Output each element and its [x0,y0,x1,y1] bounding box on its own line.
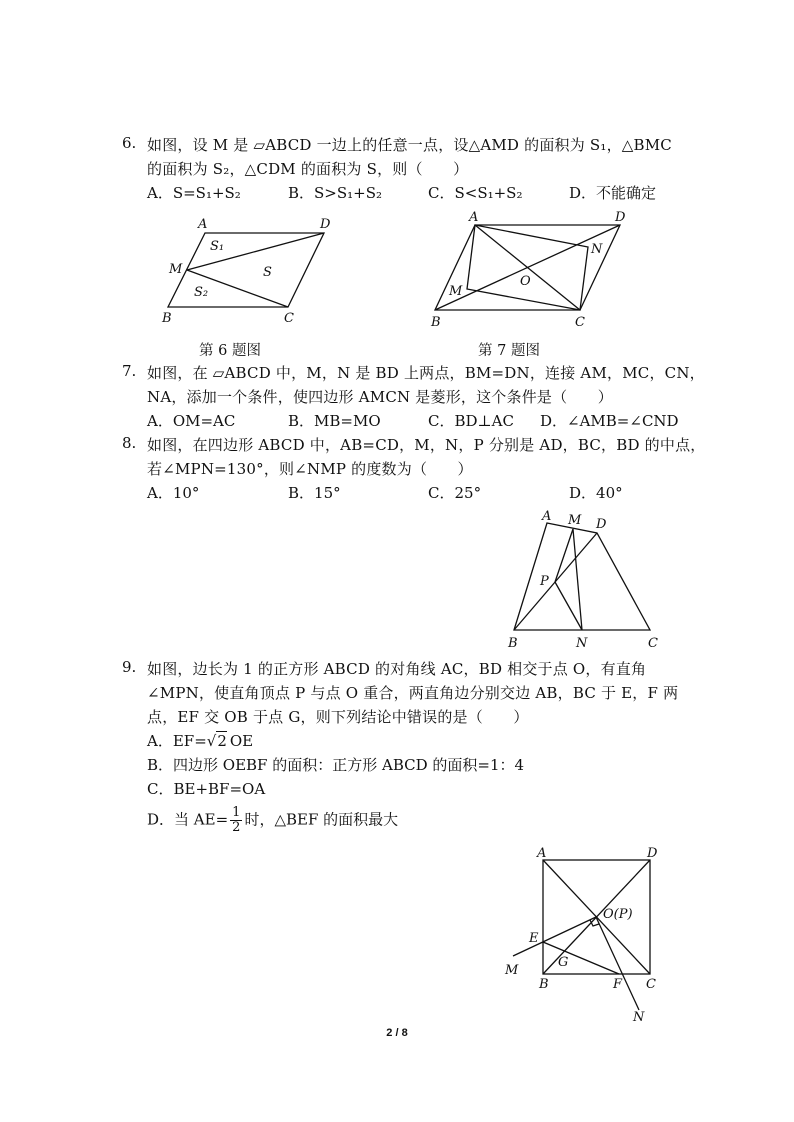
figure-9-square [495,838,675,1023]
option-d: D．不能确定 [569,184,657,202]
question-text-line: 如图，在四边形 ABCD 中，AB=CD，M，N，P 分别是 AD，BC，BD 的中点， [147,436,706,454]
label-m: M [449,284,463,299]
label-s1: S₁ [210,239,225,254]
option-a-suffix: OE [229,732,254,750]
figure-6-parallelogram [150,210,350,330]
option-b: B．MB=MO [288,412,381,430]
question-text-line: 如图，在 ▱ABCD 中，M，N 是 BD 上两点，BM=DN，连接 AM，MC，CN， [147,364,705,382]
option-a-prefix: A．EF= [147,732,207,750]
label-c: C [575,315,585,330]
fraction [230,806,242,835]
label-b: B [162,311,172,326]
option-a: A．10° [147,484,200,502]
label-d: D [320,217,331,232]
label-c: C [646,977,656,992]
question-text-line: 如图，设 M 是 ▱ABCD 一边上的任意一点，设△AMD 的面积为 S₁，△BMC [147,136,672,154]
label-a: A [469,210,479,225]
question-number: 7. [122,362,137,380]
fraction-denominator: 2 [232,820,241,835]
option-a: A．S=S₁+S₂ [147,184,241,202]
label-a: A [198,217,208,232]
option-b: B．15° [288,484,341,502]
label-d: D [615,210,626,225]
label-f: F [613,977,623,992]
question-text-line: ∠MPN，使直角顶点 P 与点 O 重合，两直角边分别交边 AB，BC 于 E，F 两 [147,684,679,702]
label-c: C [648,636,658,651]
label-b: B [431,315,441,330]
label-d: D [596,517,607,532]
label-o-p: O(P) [603,907,633,922]
option-b: B．四边形 OEBF 的面积：正方形 ABCD 的面积=1：4 [147,756,525,774]
question-number: 9. [122,658,137,676]
question-number: 6. [122,134,137,152]
label-d: D [647,846,658,861]
figure-6-caption: 第 6 题图 [199,343,261,359]
option-d-prefix: D．当 AE= [147,810,229,829]
question-text-line: 点，EF 交 OB 于点 G，则下列结论中错误的是（ ） [147,708,529,726]
label-e: E [529,931,539,946]
label-g: G [558,955,569,970]
label-c: C [284,311,294,326]
question-text-line: 若∠MPN=130°，则∠NMP 的度数为（ ） [147,460,473,478]
label-b: B [508,636,518,651]
fraction-numerator: 1 [232,805,241,820]
figure-7-caption: 第 7 题图 [478,343,540,359]
question-number: 8. [122,434,137,452]
figure-7-rhombus-diagram [425,205,635,335]
option-a-radicand: 2 [217,732,227,750]
question-text-line: 的面积为 S₂，△CDM 的面积为 S，则（ ） [147,160,469,178]
label-m: M [169,262,183,277]
option-a: A．OM=AC [147,412,236,430]
label-p: P [540,574,549,589]
option-d: D．40° [569,484,623,502]
label-n: N [591,242,603,257]
label-a: A [542,509,552,524]
figure-8-quadrilateral [500,505,670,655]
label-m: M [505,963,519,978]
question-text-line: NA，添加一个条件，使四边形 AMCN 是菱形，这个条件是（ ） [147,388,613,406]
option-d [147,806,398,835]
label-s2: S₂ [194,285,209,300]
label-n: N [633,1010,645,1023]
page-number: 2 / 8 [386,1027,408,1039]
option-d-suffix: 时，△BEF 的面积最大 [244,810,399,829]
label-n: N [576,636,588,651]
label-o: O [520,274,531,289]
option-c: C．BE+BF=OA [147,780,266,798]
label-b: B [539,977,549,992]
option-a [147,730,253,751]
option-c: C．S<S₁+S₂ [428,184,523,202]
label-a: A [537,846,547,861]
label-s: S [263,265,272,280]
label-m: M [568,513,582,528]
option-c: C．BD⊥AC [428,412,514,430]
question-text-line: 如图，边长为 1 的正方形 ABCD 的对角线 AC，BD 相交于点 O，有直角 [147,660,647,678]
sqrt-sign: √ [206,732,217,750]
option-b: B．S>S₁+S₂ [288,184,383,202]
option-d: D．∠AMB=∠CND [540,412,679,430]
option-c: C．25° [428,484,482,502]
